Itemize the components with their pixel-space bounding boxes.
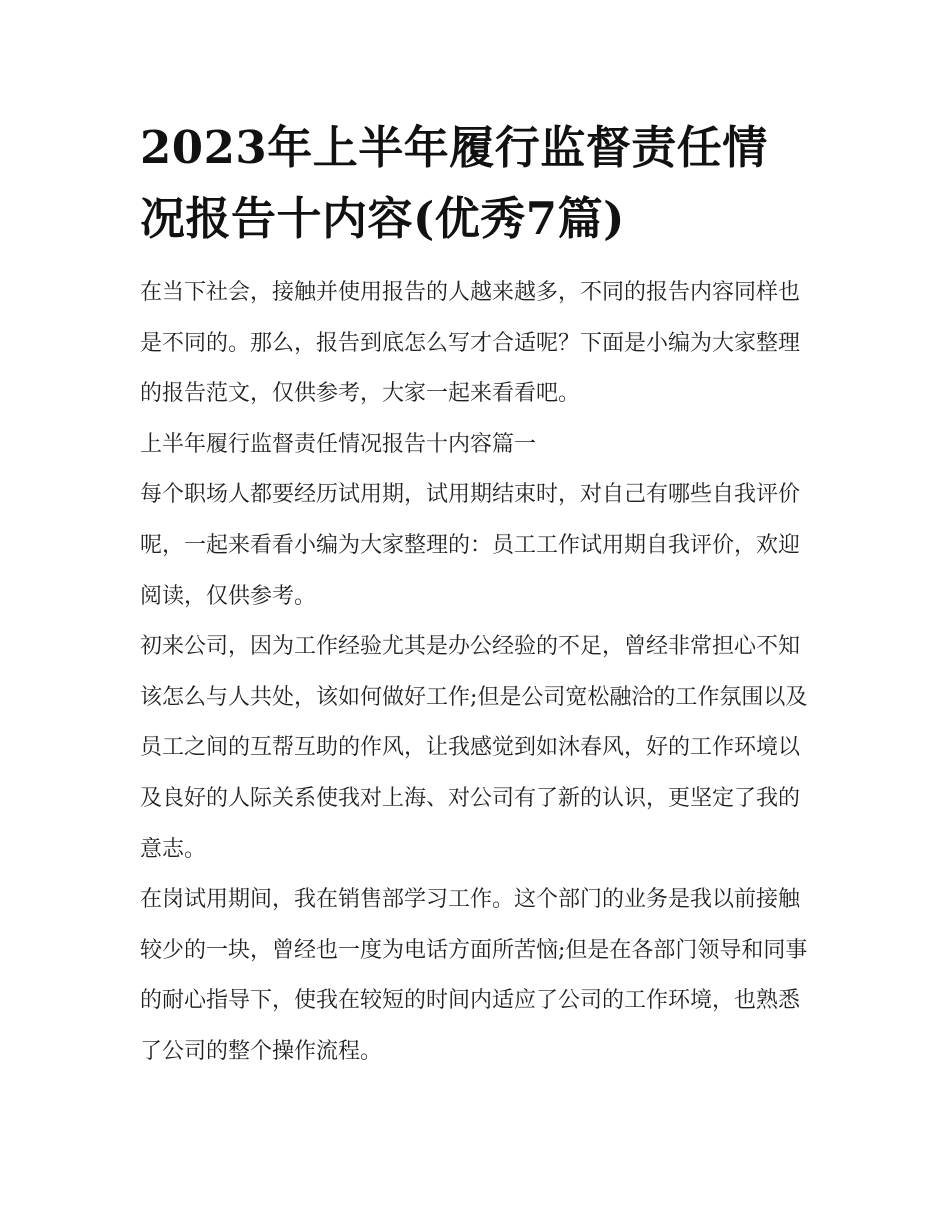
document-body <box>140 268 812 1078</box>
intro-paragraph: 在当下社会，接触并使用报告的人越来越多，不同的报告内容同样也是不同的。那么，报告到底怎么写才合适呢？下面是小编为大家整理的报告范文，仅供参考，大家一起来看看吧。 <box>140 280 801 407</box>
document-page <box>140 112 812 1078</box>
section-heading: 上半年履行监督责任情况报告十内容篇一 <box>140 431 537 457</box>
document-title: 2023年上半年履行监督责任情况报告十内容(优秀7篇) <box>140 121 768 245</box>
body-paragraph: 在岗试用期间，我在销售部学习工作。这个部门的业务是我以前接触较少的一块，曾经也一度为电话方面所苦恼;但是在各部门领导和同事的耐心指导下，使我在较短的时间内适应了公司的工作环境，也熟悉了公司的整个操作流程。 <box>140 887 808 1064</box>
body-paragraph: 每个职场人都要经历试用期，试用期结束时，对自己有哪些自我评价呢，一起来看看小编为大家整理的：员工工作试用期自我评价，欢迎阅读，仅供参考。 <box>140 482 801 609</box>
body-paragraph: 初来公司，因为工作经验尤其是办公经验的不足，曾经非常担心不知该怎么与人共处，该如何做好工作;但是公司宽松融洽的工作氛围以及员工之间的互帮互助的作风，让我感觉到如沐春风，好的工作环境以及良好的人际关系使我对上海、对公司有了新的认识，更坚定了我的意志。 <box>140 634 808 862</box>
